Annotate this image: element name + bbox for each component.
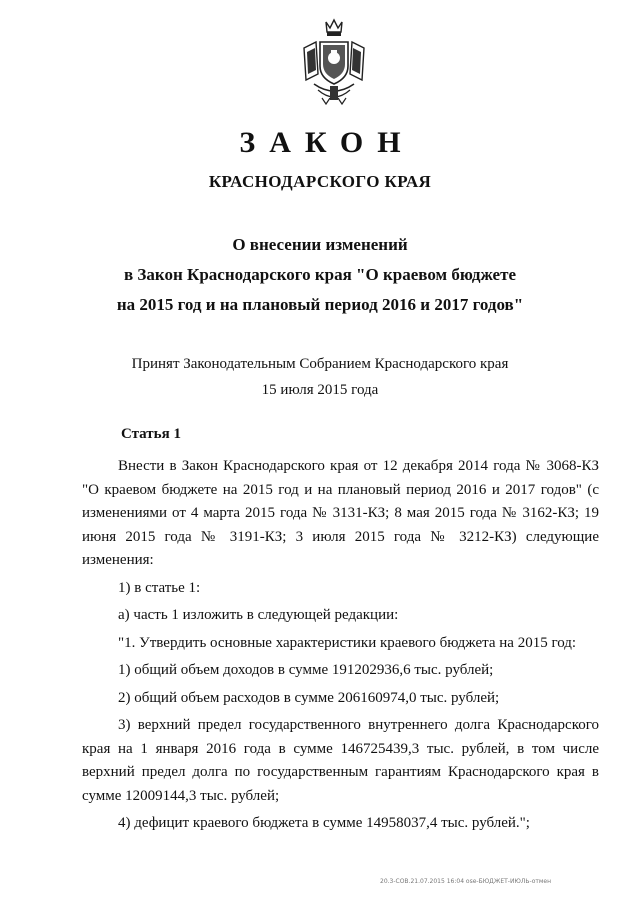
subject-line-2: в Закон Краснодарского края "О краевом бюджете: [123, 265, 516, 284]
list-item: 1) общий объем доходов в сумме 191202936,6 тыс. рублей;: [118, 662, 494, 678]
list-item: 2) общий объем расходов в сумме 206160974,0 тыс. рублей;: [118, 689, 500, 706]
adoption-date: 15 июля 2015 года: [261, 382, 379, 398]
list-item: а) часть 1 изложить в следующей редакции:: [118, 607, 399, 623]
law-subject: [70, 230, 570, 320]
law-title: ЗАКОН: [239, 126, 415, 159]
subject-line-3: на 2015 год и на плановый период 2016 и 2017 годов": [116, 295, 524, 314]
footer-stamp: 20.3-СОВ.21.07.2015 16:04 ose-БЮДЖЕТ-ИЮЛЬ-отмен: [380, 878, 552, 885]
krasnodar-coat-of-arms-icon: [296, 18, 372, 108]
law-region: КРАСНОДАРСКОГО КРАЯ: [208, 172, 432, 191]
article-body: [82, 455, 599, 836]
list-item: 3) верхний предел государственного внутреннего долга Краснодарского края на 1 января 2016 года в сумме 146725439,3 тыс. рублей, в том числе верхний предел долга по государственным гарантиям Краснодарского края в сумме 12009144,3 тыс. рублей;: [82, 717, 599, 804]
article-intro: Внести в Закон Краснодарского края от 12 декабря 2014 года № 3068-КЗ "О краевом бюджете на 2015 год и на плановый период 2016 и 2017 годов" (с изменениями от 4 марта 2015 года № 3131-КЗ; 8 мая 2015 года № 3162-КЗ; 19 июня 2015 года № 3191-КЗ; 3 июля 2015 года № 3212-КЗ) следующие изменения:: [82, 458, 599, 568]
adoption-line-1: Принят Законодательным Собранием Краснодарского края: [131, 356, 509, 372]
adoption-note: [70, 351, 570, 403]
list-item: "1. Утвердить основные характеристики краевого бюджета на 2015 год:: [118, 634, 577, 651]
list-item: 1) в статье 1:: [118, 579, 201, 596]
subject-line-1: О внесении изменений: [232, 235, 408, 254]
article-heading: Статья 1: [121, 426, 181, 442]
list-item: 4) дефицит краевого бюджета в сумме 14958037,4 тыс. рублей.";: [118, 815, 530, 831]
